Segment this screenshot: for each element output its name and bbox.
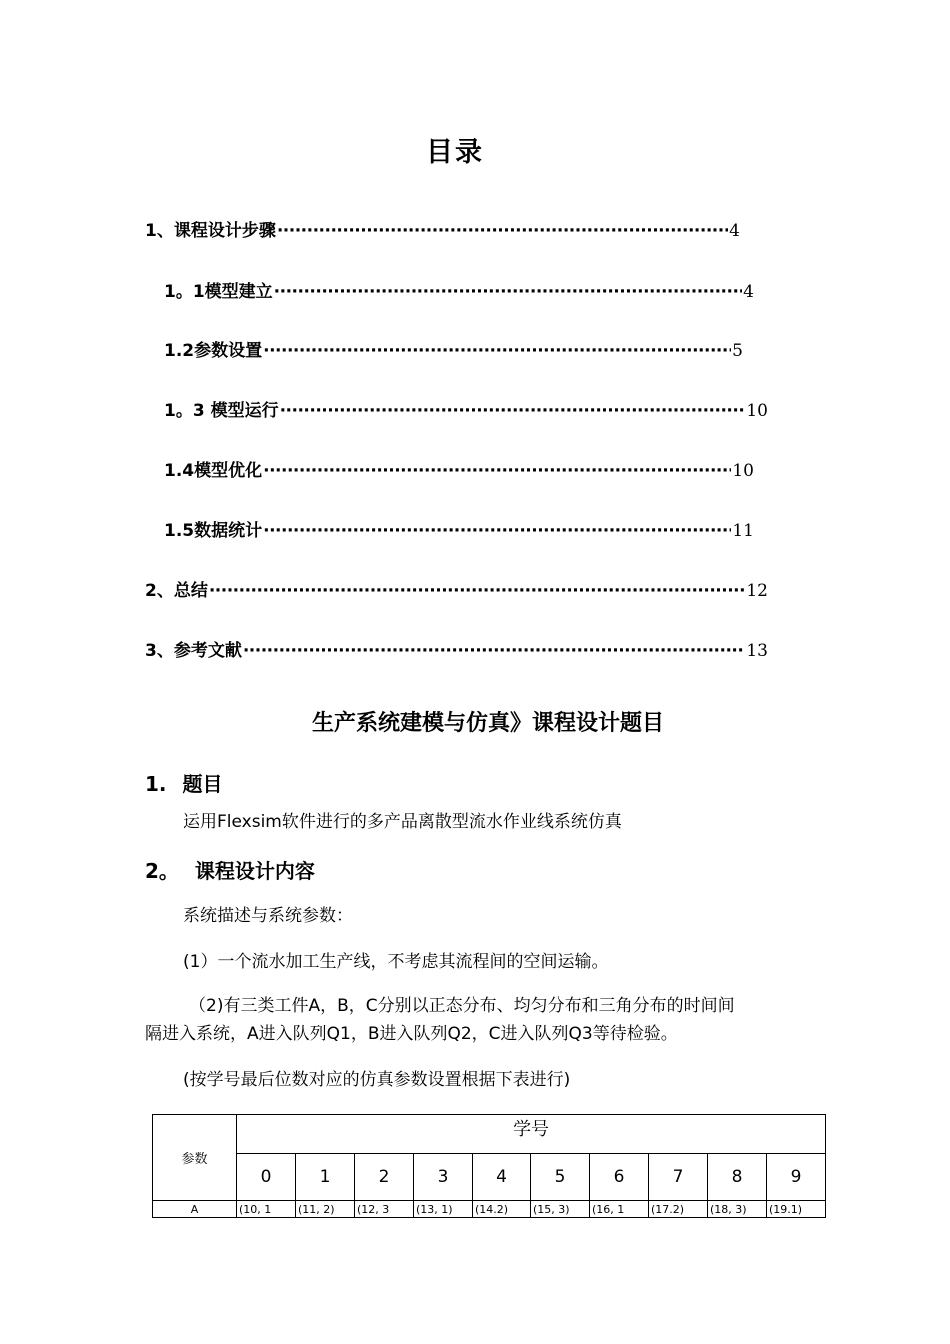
toc-leader xyxy=(274,280,743,304)
toc-entry[interactable] xyxy=(145,639,768,663)
column-header: 2 xyxy=(355,1154,414,1201)
column-header: 4 xyxy=(473,1154,531,1201)
column-header: 9 xyxy=(767,1154,826,1201)
item-paragraph: （2)有三类工件A，B，C分别以正态分布、均匀分布和三角分布的时间间 xyxy=(189,996,735,1016)
toc-entry-page: 4 xyxy=(743,282,754,302)
toc-entry-label: 2、总结 xyxy=(145,581,208,601)
toc-entry[interactable] xyxy=(164,519,754,543)
table-cell: (14.2) xyxy=(473,1201,531,1218)
table-header-row xyxy=(153,1154,826,1201)
toc-entry[interactable] xyxy=(164,280,754,304)
column-header: 0 xyxy=(237,1154,296,1201)
toc-entry-label: 3、参考文献 xyxy=(145,641,242,661)
toc-leader xyxy=(277,219,728,243)
section-number: 1. xyxy=(145,772,167,796)
table-cell: (11, 2) xyxy=(296,1201,355,1218)
table-cell: (12, 3 xyxy=(355,1201,414,1218)
section-number: 2。 xyxy=(145,859,179,883)
column-header: 3 xyxy=(414,1154,473,1201)
table-cell: (19.1) xyxy=(767,1201,826,1218)
toc-entry[interactable] xyxy=(164,399,768,423)
toc-leader xyxy=(243,639,746,663)
column-header: 6 xyxy=(590,1154,649,1201)
toc-entry[interactable] xyxy=(164,339,743,363)
toc-entry-page: 13 xyxy=(746,641,768,661)
toc-entry[interactable] xyxy=(145,219,740,243)
toc-title: 目录 xyxy=(426,137,484,168)
section-heading xyxy=(145,768,223,797)
intro-paragraph: 系统描述与系统参数： xyxy=(183,906,353,926)
column-header: 1 xyxy=(296,1154,355,1201)
column-header: 5 xyxy=(531,1154,590,1201)
toc-leader xyxy=(263,339,731,363)
toc-entry-label: 1.4模型优化 xyxy=(164,461,263,481)
toc-entry-label: 1。1模型建立 xyxy=(164,282,273,302)
group-header: 学号 xyxy=(237,1115,826,1154)
item-paragraph-continued: 隔进入系统，A进入队列Q1，B进入队列Q2，C进入队列Q3等待检验。 xyxy=(145,1024,678,1044)
section-title: 课程设计内容 xyxy=(194,859,315,883)
toc-leader xyxy=(209,579,746,603)
toc-entry-label: 1。3 模型运行 xyxy=(164,401,279,421)
table-cell: (17.2) xyxy=(649,1201,708,1218)
table-cell: (18, 3) xyxy=(708,1201,767,1218)
item-paragraph: (1）一个流水加工生产线，不考虑其流程间的空间运输。 xyxy=(183,952,609,972)
section-heading xyxy=(145,855,315,884)
toc-leader xyxy=(280,399,746,423)
toc-entry-page: 12 xyxy=(746,581,768,601)
toc-entry[interactable] xyxy=(164,459,754,483)
toc-entry[interactable] xyxy=(145,579,768,603)
toc-leader xyxy=(263,459,731,483)
toc-entry-page: 5 xyxy=(732,341,743,361)
document-title: 生产系统建模与仿真》课程设计题目 xyxy=(311,711,664,736)
toc-entry-page: 10 xyxy=(746,401,768,421)
toc-entry-page: 10 xyxy=(732,461,754,481)
section-body: 运用Flexsim软件进行的多产品离散型流水作业线系统仿真 xyxy=(183,812,622,832)
table-cell: (13, 1) xyxy=(414,1201,473,1218)
column-header: 8 xyxy=(708,1154,767,1201)
toc-entry-label: 1、课程设计步骤 xyxy=(145,221,276,241)
toc-entry-label: 1.5数据统计 xyxy=(164,521,263,541)
parameter-table xyxy=(152,1114,826,1218)
table-row xyxy=(153,1201,826,1218)
note-paragraph: (按学号最后位数对应的仿真参数设置根据下表进行) xyxy=(183,1070,571,1090)
section-title: 题目 xyxy=(182,772,223,796)
toc-entry-page: 4 xyxy=(729,221,740,241)
toc-entry-label: 1.2参数设置 xyxy=(164,341,263,361)
column-header: 7 xyxy=(649,1154,708,1201)
table-cell: (16, 1 xyxy=(590,1201,649,1218)
toc-leader xyxy=(263,519,731,543)
table-header-row xyxy=(153,1115,826,1154)
table-cell: (15, 3) xyxy=(531,1201,590,1218)
corner-cell: 参数 xyxy=(153,1115,237,1201)
toc-entry-page: 11 xyxy=(732,521,754,541)
row-label: A xyxy=(153,1201,237,1218)
table-cell: (10, 1 xyxy=(237,1201,296,1218)
